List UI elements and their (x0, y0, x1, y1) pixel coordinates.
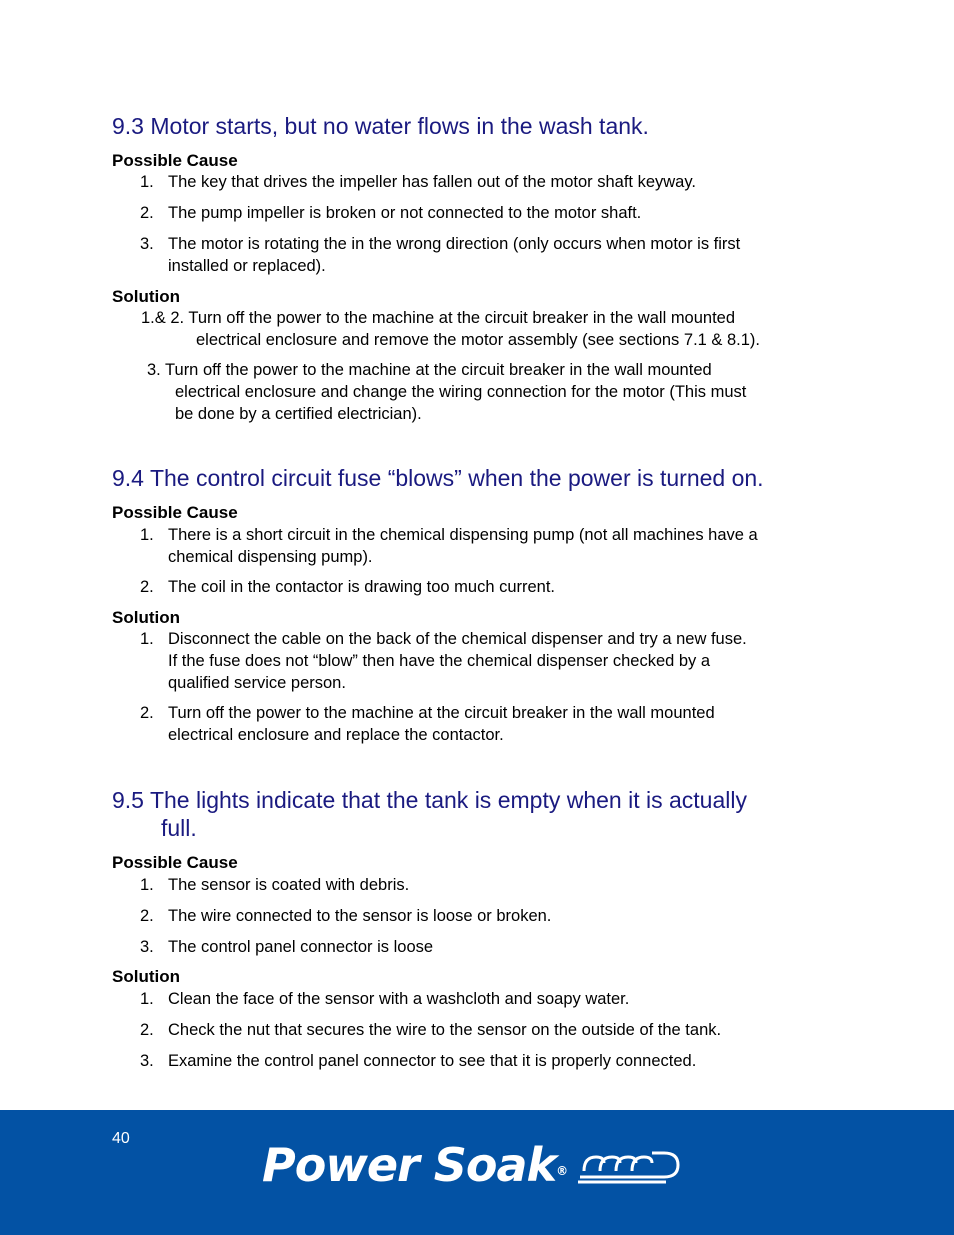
wave-logo-icon (574, 1147, 684, 1187)
list-item: 3. Turn off the power to the machine at the circuit breaker in the wall mounted electrical enclosure and change the wiring connection for the motor (This must be done by a certified electrician). (147, 361, 747, 423)
section-heading: 9.3 Motor starts, but no water flows in the wash tank. (112, 113, 649, 139)
solution-label: Solution (112, 967, 180, 986)
possible-cause-label: Possible Cause (112, 853, 238, 872)
list-item: 1.& 2. Turn off the power to the machine at the circuit breaker in the wall mounted electrical enclosure and remove the motor assembly (see sections 7.1 & 8.1). (141, 309, 761, 349)
solution-label: Solution (112, 608, 180, 627)
section-heading: 9.5 The lights indicate that the tank is empty when it is actually full. (112, 787, 747, 841)
section-heading: 9.4 The control circuit fuse “blows” when the power is turned on. (112, 465, 764, 491)
page-footer (0, 1110, 954, 1235)
page-number: 40 (112, 1130, 130, 1147)
possible-cause-label: Possible Cause (112, 151, 238, 170)
possible-cause-label: Possible Cause (112, 503, 238, 522)
brand-logo: Power Soak® (262, 1138, 568, 1192)
solution-label: Solution (112, 287, 180, 306)
